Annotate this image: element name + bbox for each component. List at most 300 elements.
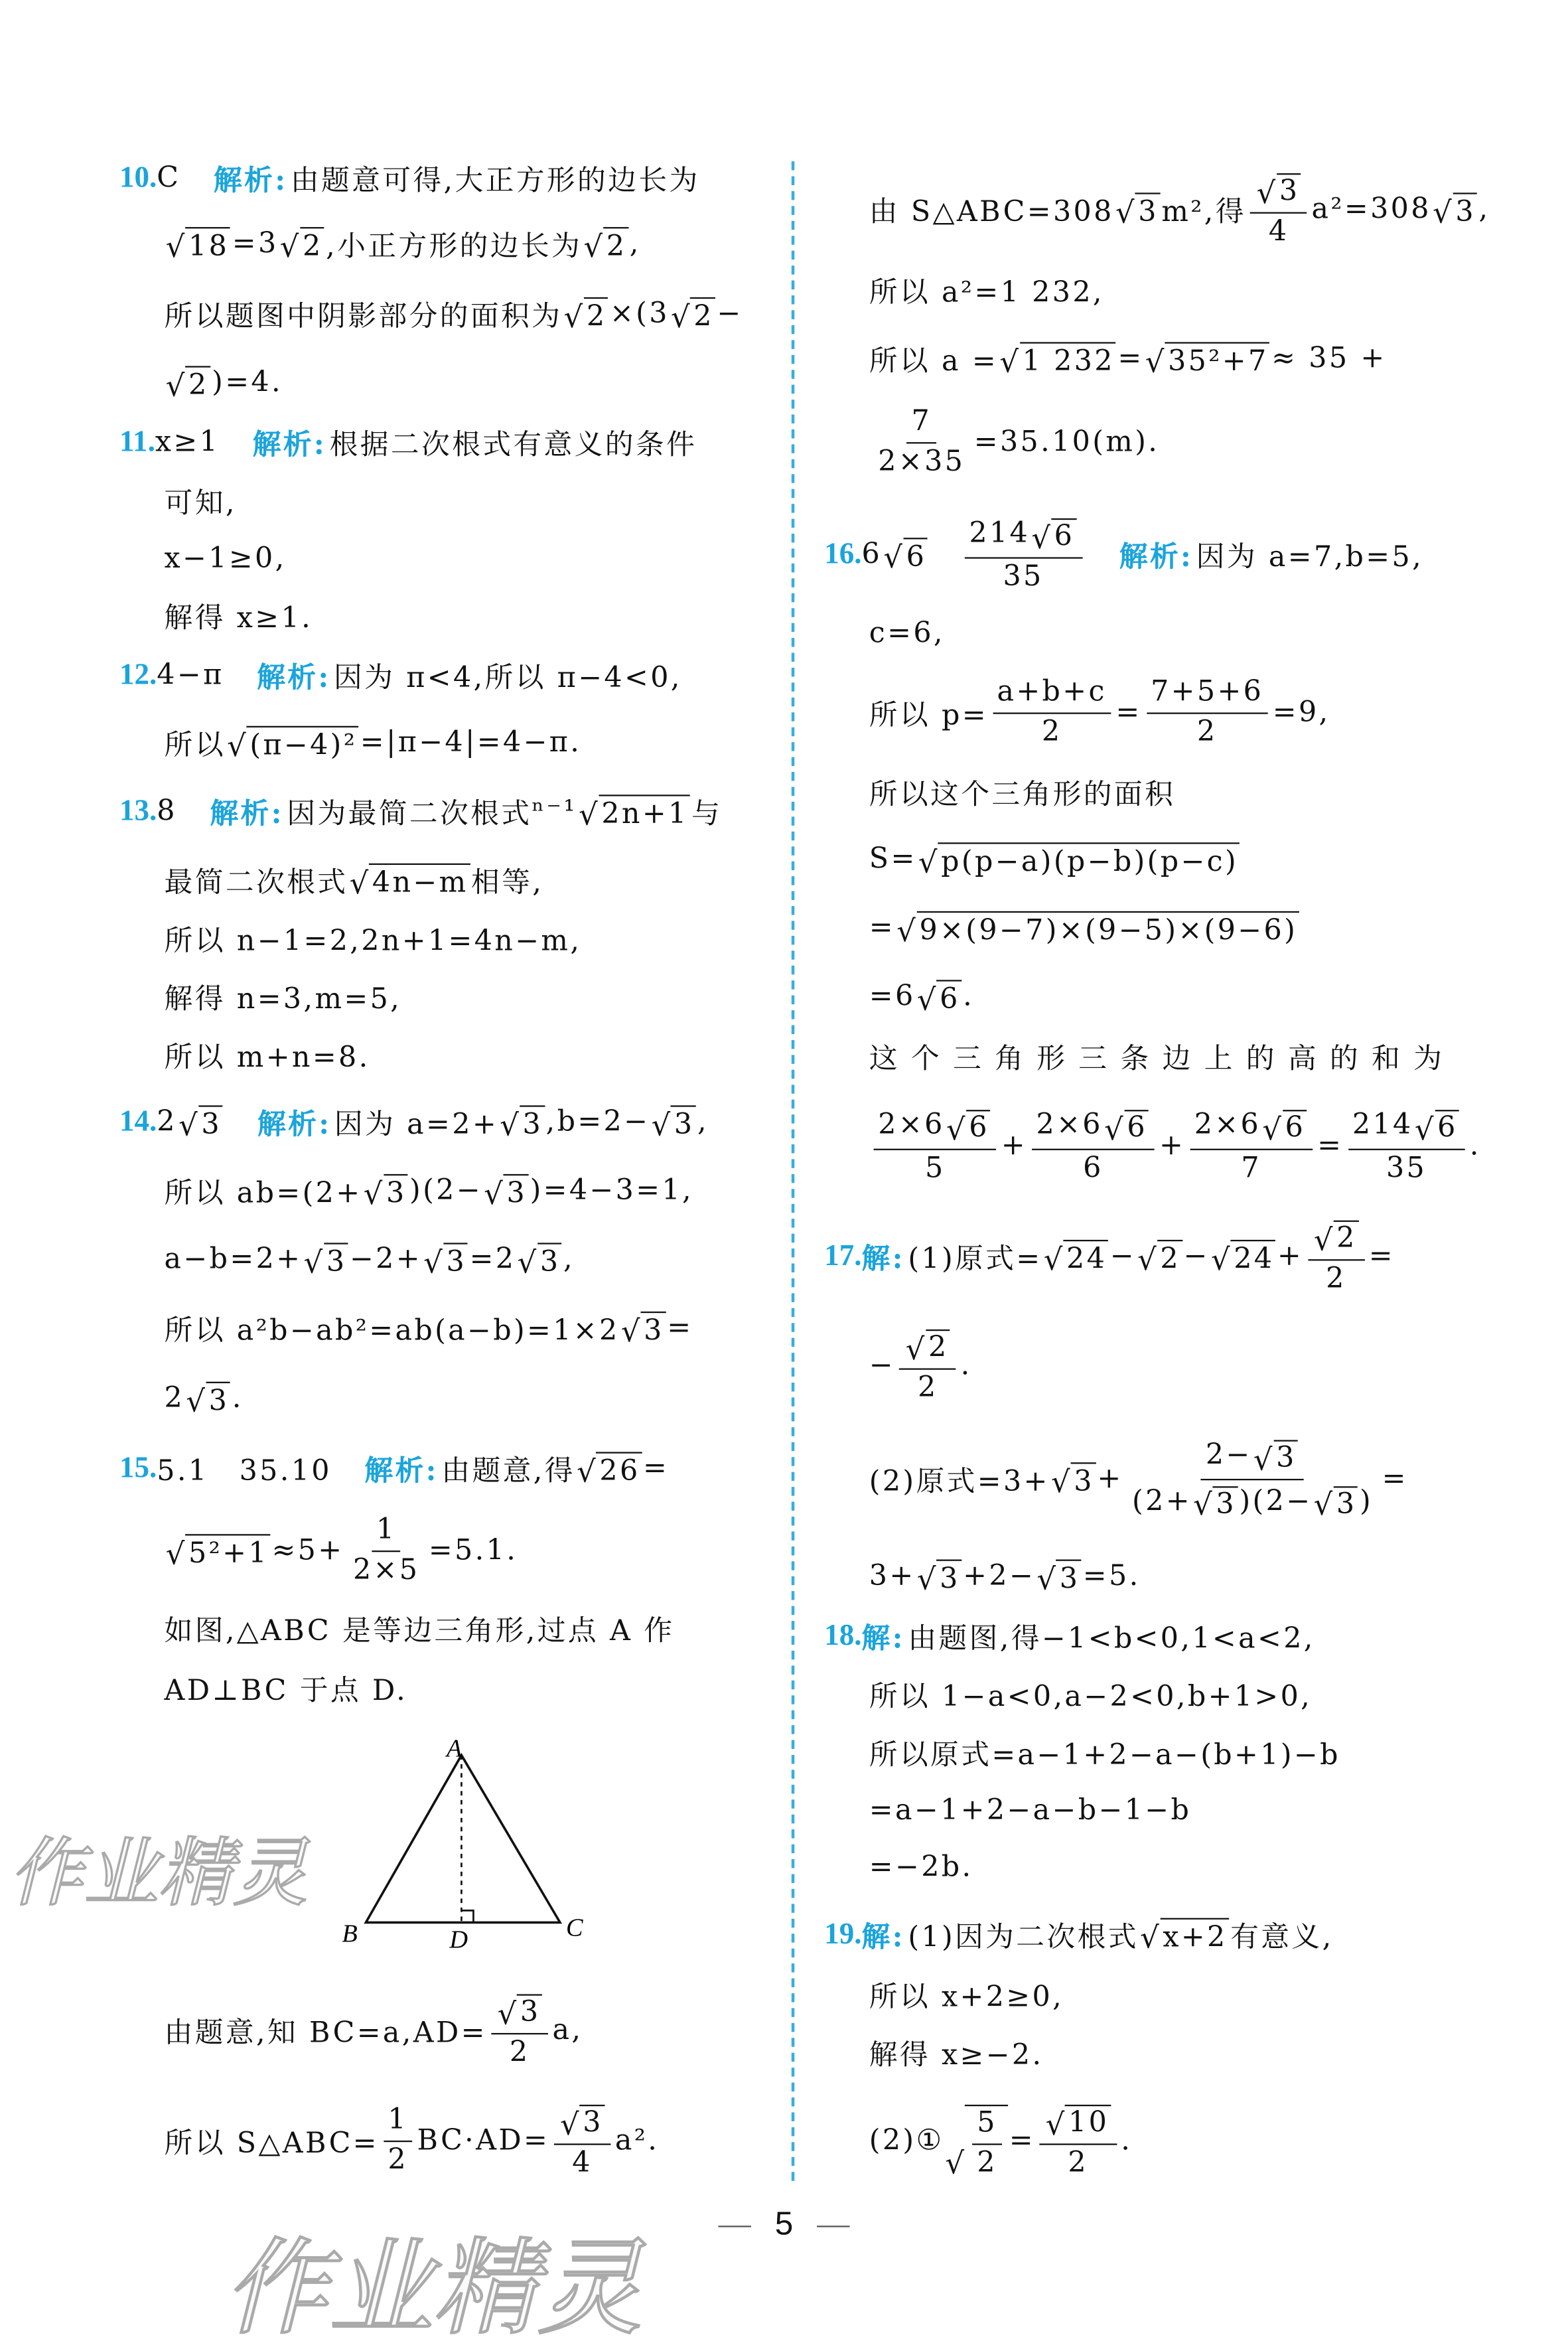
answer-value xyxy=(157,794,177,828)
square-root xyxy=(1211,1237,1276,1276)
numerator xyxy=(1190,1106,1313,1150)
question-number: 19. xyxy=(824,1917,862,1951)
radicand xyxy=(916,911,1299,947)
answer-line xyxy=(165,1512,518,1586)
radicand xyxy=(1157,1240,1182,1276)
math-text: 2 xyxy=(157,1105,177,1138)
question-number: 11. xyxy=(119,425,155,458)
question-number: 17. xyxy=(824,1239,862,1272)
label-d: D xyxy=(449,1926,468,1954)
square-root xyxy=(883,535,928,574)
math-text: 因为 π<4,所以 π−4<0, xyxy=(334,660,682,694)
answer-line xyxy=(869,829,1242,889)
math-text: 35 xyxy=(1003,559,1044,593)
math-text: =−2b. xyxy=(869,1851,973,1884)
math-text: x≥1 xyxy=(155,425,220,459)
watermark-small xyxy=(3,1815,339,1927)
numerator xyxy=(1032,1106,1155,1150)
answer-line xyxy=(869,603,945,663)
question-answer-line xyxy=(824,516,1424,593)
math-text: √ x+2 xyxy=(1163,1921,1228,1954)
math-group xyxy=(1352,1106,1461,1145)
answer-line xyxy=(165,1025,370,1085)
answer-value xyxy=(862,515,1087,594)
answer-value xyxy=(157,658,224,692)
denominator xyxy=(1382,1150,1431,1185)
math-text: √ 3 xyxy=(1276,1440,1297,1474)
math-text: √ 1 232 xyxy=(1022,344,1115,378)
answer-line xyxy=(869,174,1490,248)
radicand xyxy=(1213,1485,1238,1521)
numerator xyxy=(372,1514,401,1551)
answer-line xyxy=(869,260,1104,320)
radicand xyxy=(1231,1240,1276,1276)
fraction xyxy=(1040,2101,1117,2180)
question-answer-line xyxy=(119,781,722,841)
math-text: a+b+c xyxy=(997,674,1107,708)
radicand xyxy=(206,1382,230,1418)
radicand xyxy=(671,1105,695,1141)
radicand xyxy=(1273,1440,1298,1475)
radicand xyxy=(300,227,324,263)
denominator xyxy=(1321,1260,1350,1296)
answer-line xyxy=(869,329,1387,388)
math-text: − xyxy=(869,1349,895,1382)
square-root xyxy=(304,1240,348,1279)
square-root xyxy=(178,1102,223,1142)
square-root xyxy=(484,1171,528,1210)
math-text: . xyxy=(1121,2124,1133,2157)
math-text: 由题意,得 xyxy=(441,1454,575,1487)
denominator xyxy=(1264,213,1293,249)
math-text: 2×5 xyxy=(352,1552,420,1586)
radicand xyxy=(938,842,1240,878)
math-text: √ 26 xyxy=(599,1454,640,1488)
footer-dash xyxy=(817,2226,850,2227)
denominator xyxy=(1127,1479,1378,1521)
math-text: )=4. xyxy=(212,366,283,399)
question-number: 14. xyxy=(119,1104,157,1138)
math-text: √ 3 xyxy=(1059,1562,1080,1596)
math-group xyxy=(878,1106,992,1145)
math-text: = xyxy=(1009,2124,1036,2157)
analysis-label: 解: xyxy=(861,1621,905,1655)
square-root xyxy=(280,224,324,264)
math-text: √ 3 xyxy=(386,1177,407,1210)
square-root xyxy=(1044,1237,1109,1276)
radicand xyxy=(965,2104,1007,2180)
radicand xyxy=(198,1105,223,1141)
math-group xyxy=(1132,1483,1373,1521)
math-group xyxy=(1194,1106,1309,1145)
math-text: c=6, xyxy=(869,617,945,650)
math-text: 2×6 xyxy=(1194,1108,1261,1141)
question-answer-line xyxy=(119,1092,709,1152)
math-text: =35.10(m). xyxy=(973,425,1160,459)
math-text: √ 2 xyxy=(303,230,323,264)
math-text: ) xyxy=(1360,1483,1374,1517)
math-text: 35 xyxy=(1386,1151,1427,1184)
math-text: C xyxy=(157,161,181,194)
radicand xyxy=(597,1452,642,1487)
fraction xyxy=(965,515,1082,594)
radicand xyxy=(903,538,928,573)
watermark-text: 作业精灵 xyxy=(224,2228,642,2345)
question-number: 12. xyxy=(119,658,157,691)
math-text: AD⊥BC 于点 D. xyxy=(164,1673,408,1707)
math-text: √ 6 xyxy=(1054,519,1075,552)
math-text: √ 6 xyxy=(906,540,927,574)
math-text: =a−1+2−a−b−1−b xyxy=(869,1793,1192,1827)
question-answer-line xyxy=(119,412,697,472)
radicand xyxy=(1282,1109,1307,1145)
math-text: )=4−3=1, xyxy=(530,1173,693,1207)
square-root xyxy=(1140,1915,1229,1954)
math-text: √ 2 xyxy=(1336,1221,1357,1254)
math-text: 所以 p= xyxy=(869,698,988,731)
analysis-label: 解析: xyxy=(210,796,284,830)
question-answer-line xyxy=(119,148,700,208)
math-text: √ 5²+1 xyxy=(188,1537,269,1570)
square-root xyxy=(1104,1106,1149,1145)
radicand xyxy=(1135,192,1160,228)
answer-line xyxy=(869,1722,1340,1782)
math-text: √ 3 xyxy=(674,1108,695,1142)
math-text: ≈ 35 + xyxy=(1271,342,1387,375)
denominator xyxy=(1037,714,1066,749)
square-root xyxy=(518,1240,562,1279)
math-text: √ 3 xyxy=(201,1108,222,1142)
math-text: √ 3 xyxy=(520,1995,541,2028)
math-text: 2×6 xyxy=(878,1108,945,1141)
math-text: √ 2 xyxy=(928,1330,949,1363)
math-text: √ 6 xyxy=(940,982,960,1016)
answer-line xyxy=(869,1664,1312,1724)
square-root xyxy=(917,977,962,1016)
answer-line xyxy=(165,284,743,344)
answer-line xyxy=(165,585,313,645)
math-text: 2×6 xyxy=(1036,1108,1103,1141)
math-text: 解得 n=3,m=5, xyxy=(164,982,402,1016)
math-text: 所以 ab=(2+ xyxy=(164,1176,362,1209)
math-text: 由 S△ABC=308 xyxy=(869,194,1114,228)
square-root xyxy=(364,1171,408,1210)
denominator xyxy=(568,2145,597,2180)
math-text: ×(3 xyxy=(609,297,670,331)
radicand xyxy=(937,1560,962,1596)
square-root xyxy=(577,1449,642,1488)
math-text: −2+ xyxy=(349,1243,422,1276)
radicand xyxy=(691,297,715,333)
denominator xyxy=(1192,714,1222,749)
math-text: 所以原式=a−1+2−a−(b+1)−b xyxy=(869,1738,1340,1771)
math-text: − xyxy=(1183,1239,1210,1273)
question-number: 16. xyxy=(824,537,862,570)
math-text xyxy=(930,534,960,575)
radicand xyxy=(1051,518,1076,554)
answer-line xyxy=(869,674,1330,748)
radicand xyxy=(247,726,359,762)
math-text: √ 3 xyxy=(446,1245,467,1279)
denominator xyxy=(348,1551,424,1587)
square-root xyxy=(1031,515,1076,554)
math-text: = xyxy=(1117,342,1144,375)
math-text: √ 24 xyxy=(1234,1243,1275,1276)
math-text: 所以 xyxy=(164,728,226,761)
radicand xyxy=(1453,192,1477,228)
math-text: = xyxy=(643,1452,670,1485)
math-text: S= xyxy=(869,842,917,875)
math-text: (2)原式=3+ xyxy=(869,1464,1050,1498)
denominator xyxy=(972,2145,1001,2180)
math-text: 7 xyxy=(1241,1151,1261,1184)
denominator xyxy=(874,443,969,479)
fraction xyxy=(1146,676,1268,749)
fraction xyxy=(993,676,1111,749)
math-text: √ 10 xyxy=(1068,2105,1109,2139)
math-text: + xyxy=(1097,1462,1123,1495)
question-number: 15. xyxy=(119,1451,157,1484)
math-text: + xyxy=(1001,1129,1027,1162)
radicand xyxy=(1334,1220,1358,1256)
square-root xyxy=(560,2101,605,2140)
answer-line xyxy=(869,1546,1141,1606)
analysis-label: 解: xyxy=(861,1920,905,1953)
page-footer xyxy=(0,2205,1568,2244)
math-text: =|π−4|=4−π. xyxy=(360,725,582,759)
radicand xyxy=(369,864,469,899)
math-text: m²,得 xyxy=(1161,194,1246,228)
analysis-label: 解: xyxy=(861,1242,905,1275)
square-root xyxy=(1051,1460,1096,1499)
math-text: √ 24 xyxy=(1066,1243,1107,1276)
square-root xyxy=(423,1240,468,1279)
column-divider xyxy=(792,161,795,2181)
math-text: 根据二次根式有意义的条件 xyxy=(329,427,697,461)
math-text: = xyxy=(1382,1462,1408,1495)
math-text: √ 2 xyxy=(1160,1243,1181,1276)
radicand xyxy=(186,1534,271,1570)
math-text: √ 18 xyxy=(188,230,230,264)
math-text: √ 6 xyxy=(969,1110,989,1144)
math-text: 2 xyxy=(388,2143,408,2176)
footer-dash xyxy=(718,2226,751,2227)
radicand xyxy=(186,227,231,263)
math-text: 2 xyxy=(1326,1261,1346,1295)
question-answer-line xyxy=(824,1221,1395,1295)
fraction xyxy=(348,1514,424,1587)
math-text: √ 2n+1 xyxy=(601,797,689,831)
answer-line xyxy=(869,1837,973,1897)
math-text: BC·AD= xyxy=(417,2124,550,2157)
math-text: x−1≥0, xyxy=(164,542,287,575)
fraction xyxy=(554,2101,610,2180)
answer-line xyxy=(165,214,641,273)
math-text: √ 3 xyxy=(522,1108,543,1142)
square-root xyxy=(621,1308,666,1347)
radicand xyxy=(966,1109,991,1145)
math-text: √ 3 xyxy=(506,1177,528,1210)
answer-value xyxy=(157,1448,332,1489)
math-text: √ 3 xyxy=(1336,1487,1357,1520)
math-text: √ (π−4)² xyxy=(249,729,358,762)
numerator xyxy=(965,515,1082,558)
math-text: =3 xyxy=(232,227,279,260)
equilateral-triangle-figure xyxy=(328,1733,597,1957)
fraction xyxy=(1251,170,1307,249)
numerator xyxy=(492,1991,548,2034)
square-root xyxy=(1036,1556,1081,1596)
math-text: 解得 x≥−2. xyxy=(869,2038,1044,2072)
math-text: =9, xyxy=(1272,696,1330,729)
math-text: 4 xyxy=(572,2145,593,2179)
math-text: 6 xyxy=(1083,1151,1104,1184)
denominator xyxy=(1064,2145,1093,2180)
answer-line xyxy=(869,1108,1481,1184)
triangle-abc xyxy=(366,1755,560,1922)
square-root xyxy=(671,294,715,333)
math-text: 2− xyxy=(1205,1438,1252,1471)
answer-line xyxy=(869,898,1301,958)
answer-line xyxy=(165,352,283,412)
answer-line xyxy=(164,2102,660,2179)
math-text: 2 xyxy=(1041,714,1062,748)
math-text: 所以 x+2≥0, xyxy=(869,1980,1064,2013)
math-text: = xyxy=(869,911,895,945)
square-root xyxy=(166,363,210,402)
answer-line xyxy=(869,966,974,1026)
numerator xyxy=(1201,1436,1304,1479)
math-text: + xyxy=(1277,1239,1304,1273)
math-text: 2 xyxy=(1196,714,1218,748)
math-text: 7 xyxy=(911,404,932,437)
fraction xyxy=(972,2107,1001,2180)
math-text: 所以 a²b−ab²=ab(a−b)=1×2 xyxy=(164,1314,620,1347)
math-text: a, xyxy=(552,2013,583,2047)
analysis-label: 解析: xyxy=(1119,540,1194,573)
analysis-label: 解析: xyxy=(213,163,288,196)
fraction xyxy=(1348,1106,1465,1185)
radicand xyxy=(1071,1462,1096,1498)
math-text: )(2− xyxy=(1239,1483,1313,1517)
math-group xyxy=(969,515,1077,554)
square-root xyxy=(917,1556,962,1596)
answer-line xyxy=(165,908,582,968)
math-text: √ 5 xyxy=(977,2105,997,2139)
math-text: =6 xyxy=(869,980,916,1013)
square-root xyxy=(579,792,690,831)
math-text: 因为 a=7,b=5, xyxy=(1196,540,1424,573)
math-text: 因为最简二次根式 xyxy=(287,796,532,830)
square-root xyxy=(166,1531,270,1570)
numerator xyxy=(907,406,936,443)
square-root xyxy=(350,860,470,899)
math-text: =5.1. xyxy=(428,1534,518,1567)
answer-line xyxy=(165,1598,675,1658)
square-root xyxy=(946,1106,991,1145)
math-text: − xyxy=(717,297,743,331)
answer-line xyxy=(869,1026,1444,1086)
radicand xyxy=(1160,1918,1229,1954)
denominator xyxy=(920,1150,950,1185)
math-group xyxy=(1206,1436,1299,1475)
square-root xyxy=(945,2101,1007,2180)
radicand xyxy=(520,1105,544,1141)
math-text: √ p(p−a)(p−b)(p−c) xyxy=(941,845,1239,879)
analysis-label: 解析: xyxy=(252,427,327,461)
fraction xyxy=(492,1991,548,2070)
math-text: 2 xyxy=(1068,2145,1088,2179)
math-text: 所以这个三角形的面积 xyxy=(869,777,1176,810)
math-text: =5. xyxy=(1082,1559,1141,1593)
math-text: √ 3 xyxy=(208,1385,230,1418)
math-text: 所以题图中阴影部分的面积为 xyxy=(164,299,563,333)
label-c: C xyxy=(565,1914,583,1942)
radicand xyxy=(504,1174,528,1210)
square-root xyxy=(1433,190,1477,229)
radicand xyxy=(926,1329,950,1365)
math-text: . xyxy=(1469,1129,1481,1162)
radicand xyxy=(1066,2104,1111,2140)
math-text: √ 3 xyxy=(940,1562,960,1596)
square-root xyxy=(1262,1106,1307,1145)
question-number: 13. xyxy=(119,794,157,827)
math-text: ,小正方形的边长为 xyxy=(326,229,583,262)
math-text: . xyxy=(232,1381,244,1415)
math-text: a−b=2+ xyxy=(164,1243,303,1276)
answer-line xyxy=(165,966,402,1026)
math-text: 如图,△ABC 是等边三角形,过点 A 作 xyxy=(164,1614,675,1647)
radicand xyxy=(383,1174,407,1210)
square-root xyxy=(896,908,1299,947)
square-root xyxy=(918,840,1240,879)
math-text: = xyxy=(1317,1129,1344,1162)
math-text: + xyxy=(1159,1129,1186,1162)
math-text: √ 3 xyxy=(1455,195,1476,229)
math-text: 所以 a²=1 232, xyxy=(869,275,1104,309)
math-text: 解得 x≥1. xyxy=(164,601,313,635)
answer-line xyxy=(165,1161,693,1221)
fraction xyxy=(384,2104,413,2177)
right-angle-mark xyxy=(461,1910,473,1922)
math-text: 与 xyxy=(691,796,723,830)
math-text: 最简二次根式 xyxy=(164,866,348,899)
math-text: 所以 1−a<0,a−2<0,b+1>0, xyxy=(869,1679,1313,1713)
math-text: 5.1 35.10 xyxy=(157,1454,332,1487)
answer-line xyxy=(165,471,237,530)
answer-line xyxy=(869,1781,1191,1841)
math-text: 因为 a=2+ xyxy=(334,1107,499,1141)
answer-line xyxy=(869,1438,1408,1520)
square-root xyxy=(1137,1237,1182,1276)
numerator xyxy=(384,2104,413,2141)
analysis-label: 解析: xyxy=(257,660,331,694)
fraction xyxy=(1127,1436,1378,1521)
math-text: , xyxy=(1478,192,1490,226)
math-text: √ 3 xyxy=(539,1245,561,1279)
math-text: 2 xyxy=(918,1370,938,1404)
answer-line xyxy=(869,2105,1133,2179)
math-text: ,b=2− xyxy=(545,1105,650,1138)
radicand xyxy=(641,1312,666,1347)
radicand xyxy=(1056,1560,1081,1596)
math-text: ≈5+ xyxy=(271,1534,344,1567)
math-text: = xyxy=(1115,696,1142,729)
numerator xyxy=(972,2107,1001,2145)
math-text: 所以 n−1=2,2n+1=4n−m, xyxy=(164,923,582,957)
math-text: = xyxy=(1368,1239,1395,1273)
math-text: 2 xyxy=(164,1381,185,1415)
